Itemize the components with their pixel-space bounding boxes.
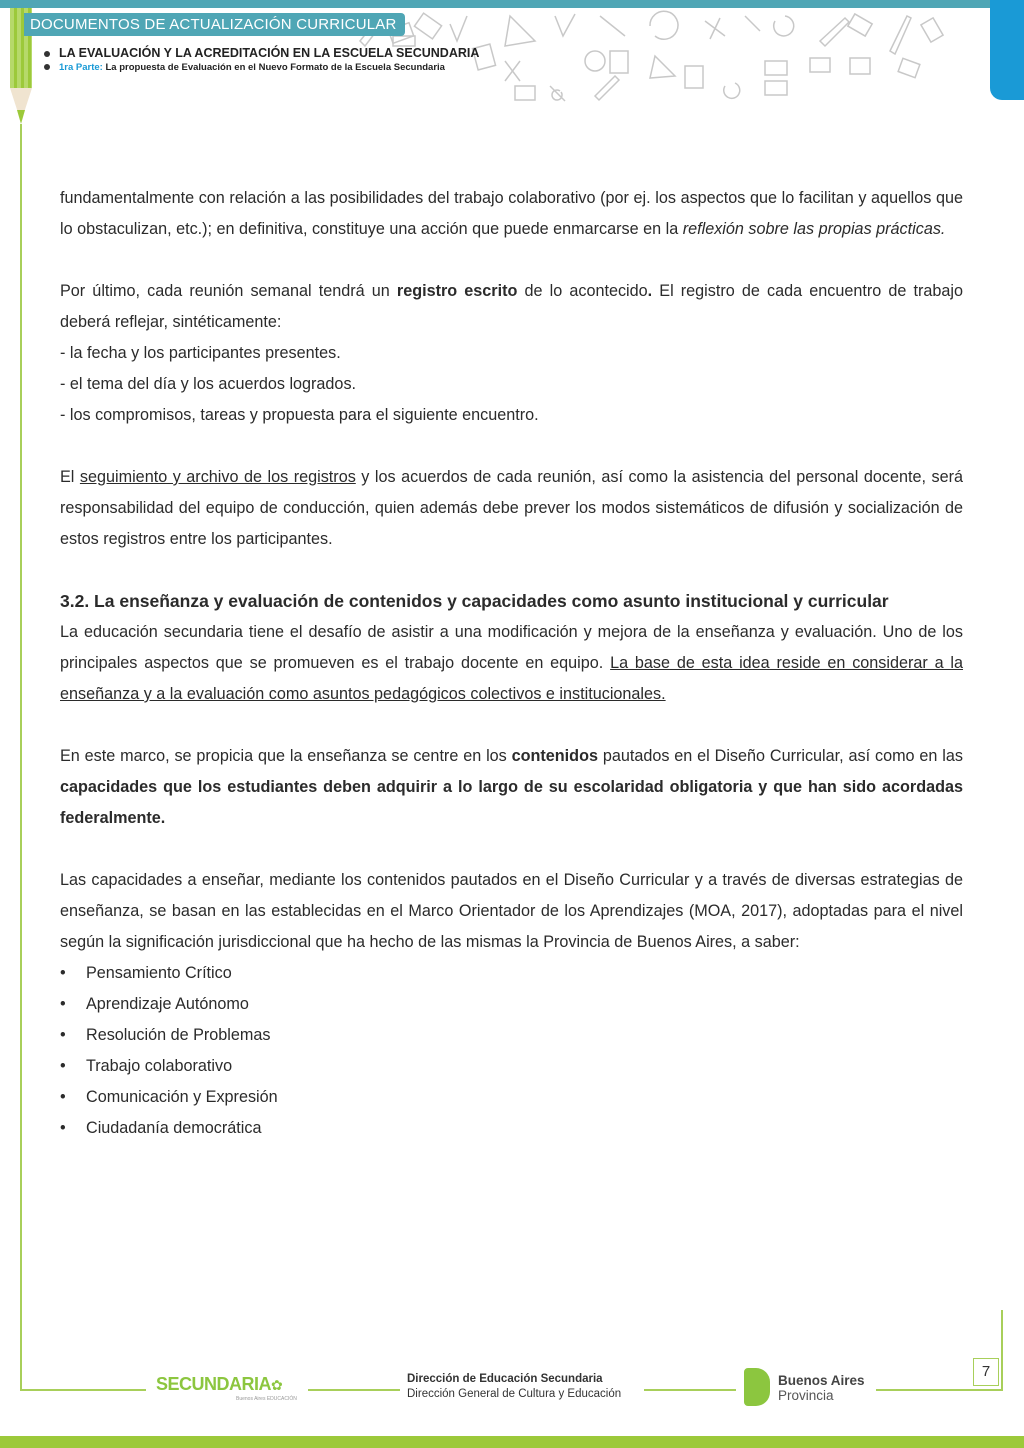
school-supplies-doodles-icon [355,6,985,114]
page-body [60,183,963,1144]
paragraph-5 [60,741,963,834]
record-item: - los compromisos, tareas y propuesta para el siguiente encuentro. [60,406,539,424]
list-item: • Resolución de Problemas [60,1020,963,1051]
document-title-text: LA EVALUACIÓN Y LA ACREDITACIÓN EN LA ESCUELA SECUNDARIA [59,46,480,60]
page-number: 7 [973,1358,999,1386]
buenos-aires-logo-icon [744,1368,770,1406]
footer-line-1: Dirección de Educación Secundaria [407,1373,603,1385]
secundaria-logo [156,1374,297,1402]
paragraph-3 [60,462,963,555]
subtitle-text: La propuesta de Evaluación en el Nuevo Formato de la Escuela Secundaria [105,62,445,73]
underlined-text: seguimiento y archivo de los registros [79,468,356,486]
section-heading: 3.2. La enseñanza y evaluación de contenidos y capacidades como asunto institucional y curricular [60,591,889,611]
record-item: - la fecha y los participantes presentes. [60,344,341,362]
text: La educación secundaria tiene el desafío de asistir a una modificación y mejora de la enseñanza y evaluación. Uno de los principales aspectos que se promueven es el trabajo docente en equipo. [60,623,963,672]
list-item: • Aprendizaje Autónomo [60,989,963,1020]
bold-text: capacidades que los estudiantes deben adquirir a lo largo de su escolaridad obligatoria y que han sido acordadas federalmente. [60,778,963,827]
bullet-icon [44,51,50,57]
ba-sub: Provincia [778,1388,834,1403]
secundaria-logo-sub: Buenos Aires EDUCACIÓN [236,1396,297,1402]
underlined-text: La base de esta idea reside en considerar a la enseñanza y a la evaluación como asuntos pedagógicos colectivos e institucionales. [60,654,964,703]
bold-text: registro escrito [396,282,518,300]
pencil-lead-icon [17,110,25,124]
list-item: • Trabajo colaborativo [60,1051,963,1082]
document-title [44,46,479,60]
text: El registro de cada encuentro de trabajo deberá reflejar, sintéticamente: [60,282,963,331]
paragraph-4 [60,617,963,710]
list-item: • Pensamiento Crítico [60,958,963,989]
text: fundamentalmente con relación a las posibilidades del trabajo colaborativo (por ej. los aspectos que lo facilitan y aquellos que lo obstaculizan, etc.); en definitiva, constituye una acción que puede enmarcarse en la [60,189,963,238]
paragraph-2 [60,276,963,431]
paragraph-1 [60,183,963,245]
capacities-list [60,958,963,1144]
text: y los acuerdos de cada reunión, así como la asistencia del personal docente, será responsabilidad del equipo de conducción, quien además debe prever los modos sistemáticos de difusión y socialización de estos registros entre los participantes. [60,468,963,548]
text: de lo acontecido [517,282,648,300]
cluster-icon: ✿ [271,1377,283,1393]
paragraph-6: Las capacidades a enseñar, mediante los contenidos pautados en el Diseño Curricular y a través de diversas estrategias de enseñanza, se basan en las establecidas en el Marco Orientador de los Aprendizajes (MOA, 2017), adoptadas para el nivel según la significación jurisdiccional que ha hecho de las mismas la Provincia de Buenos Aires, a saber: [60,871,963,951]
list-item: • Comunicación y Expresión [60,1082,963,1113]
buenos-aires-logo [778,1373,865,1403]
bullet-icon [44,64,50,70]
italic-text: reflexión sobre las propias prácticas. [682,220,946,238]
secundaria-logo-text: SECUNDARIA [156,1374,272,1394]
text: pautados en el Diseño Curricular, así como en las [597,747,963,765]
text: Por último, cada reunión semanal tendrá un [60,282,397,300]
part-label: 1ra Parte: [59,62,103,73]
bold-text: . [647,282,653,300]
footer-institution [407,1372,621,1402]
footer-line-2: Dirección General de Cultura y Educación [407,1388,622,1400]
document-subtitle [44,62,445,73]
right-frame-line [1001,1310,1003,1391]
text: El [60,468,80,486]
bold-text: contenidos [511,747,598,765]
ba-name: Buenos Aires [778,1373,865,1388]
record-item: - el tema del día y los acuerdos logrados. [60,375,357,393]
document-series-label: DOCUMENTOS DE ACTUALIZACIÓN CURRICULAR [24,13,405,36]
text: En este marco, se propicia que la enseñanza se centre en los [60,747,512,765]
list-item: • Ciudadanía democrática [60,1113,963,1144]
header-blue-tab [990,0,1024,100]
left-frame-line [20,124,22,1391]
bottom-green-band [0,1436,1024,1448]
